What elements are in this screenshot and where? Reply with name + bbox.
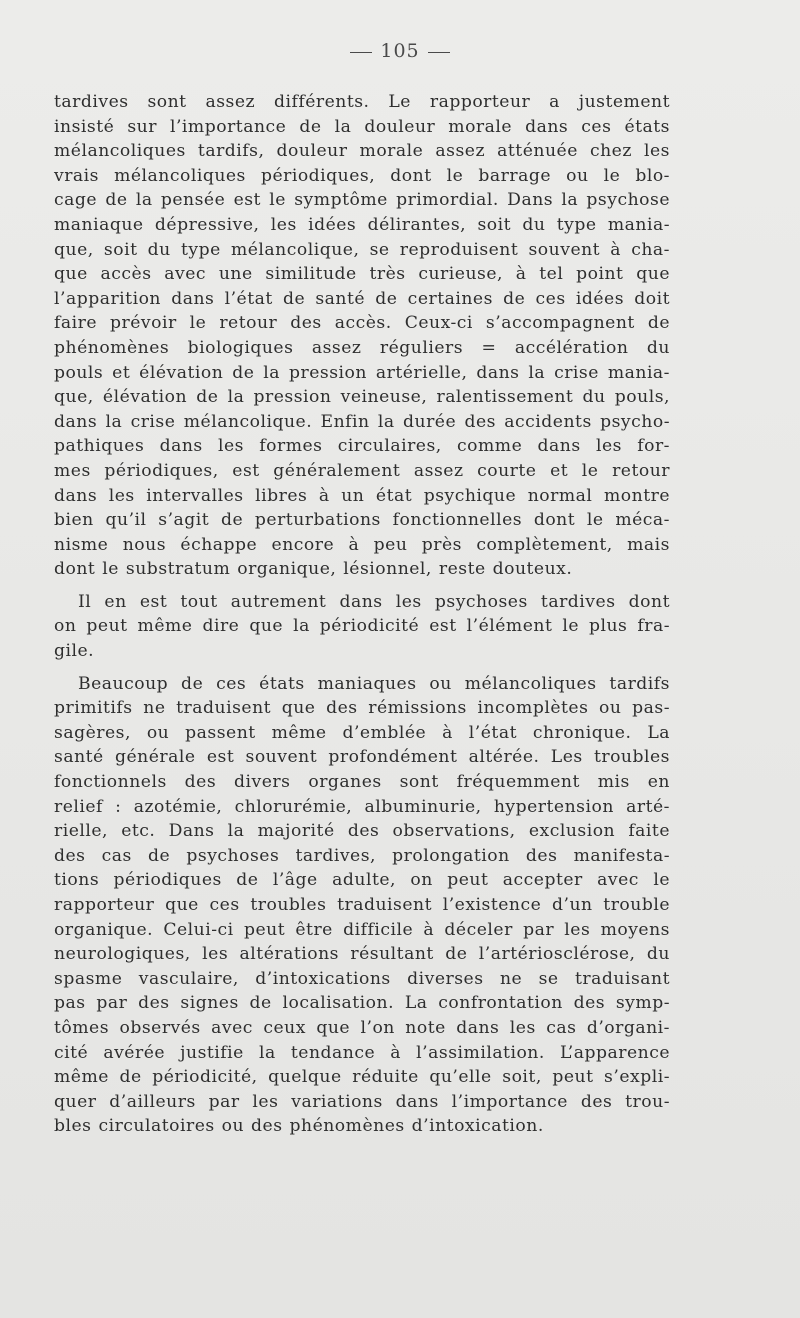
- paragraph: [54, 90, 670, 582]
- text-line: tardives sont assez différents. Le rapporteur a justement: [54, 92, 670, 112]
- text-line: fonctionnels des divers organes sont fréquemment mis en: [54, 772, 670, 793]
- text-line: primitifs ne traduisent que des rémissions incomplètes ou pas-: [54, 698, 670, 719]
- text-line: rielle, etc. Dans la majorité des observations, exclusion faite: [54, 821, 670, 842]
- text-line: dont le substratum organique, lésionnel, reste douteux.: [54, 559, 573, 580]
- text-line: pouls et élévation de la pression artérielle, dans la crise mania-: [54, 362, 670, 383]
- text-line: dans les intervalles libres à un état psychique normal montre: [54, 485, 670, 506]
- text-line: mes périodiques, est généralement assez courte et le retour: [54, 460, 670, 481]
- text-line: bien qu’il s’agit de perturbations fonctionnelles dont le méca-: [54, 510, 670, 531]
- text-line: cité avérée justifie la tendance à l’assimilation. L’apparence: [54, 1042, 670, 1063]
- text-line: que, élévation de la pression veineuse, ralentissement du pouls,: [54, 387, 670, 408]
- paragraph: [54, 672, 670, 1139]
- text-line: rapporteur que ces troubles traduisent l’existence d’un trouble: [54, 895, 670, 915]
- text-line: phénomènes biologiques assez réguliers = accélération du: [54, 337, 670, 358]
- text-line: Beaucoup de ces états maniaques ou mélancoliques tardifs: [78, 673, 670, 694]
- text-line: nisme nous échappe encore à peu près complètement, mais: [54, 534, 670, 555]
- text-line: tions périodiques de l’âge adulte, on peut accepter avec le: [54, 870, 670, 891]
- text-line: relief : azotémie, chlorurémie, albuminurie, hypertension arté-: [54, 796, 670, 817]
- text-line: neurologiques, les altérations résultant de l’artériosclérose, du: [54, 944, 670, 965]
- folio-dash-left: [350, 52, 372, 53]
- text-line: on peut même dire que la périodicité est l’élément le plus fra-: [54, 616, 670, 637]
- text-line: vrais mélancoliques périodiques, dont le barrage ou le blo-: [54, 165, 670, 186]
- text-line: gile.: [54, 641, 95, 662]
- text-line: sagères, ou passent même d’emblée à l’état chronique. La: [54, 722, 670, 743]
- text-line: des cas de psychoses tardives, prolongation des manifesta-: [54, 845, 670, 866]
- text-line: maniaque dépressive, les idées délirantes, soit du type mania-: [54, 214, 670, 235]
- page-number-header: [0, 40, 800, 62]
- text-line: pas par des signes de localisation. La confrontation des symp-: [54, 993, 670, 1014]
- paragraph: [54, 590, 670, 664]
- text-line: pathiques dans les formes circulaires, comme dans les for-: [54, 436, 670, 457]
- text-line: bles circulatoires ou des phénomènes d’intoxication.: [54, 1116, 544, 1137]
- text-line: faire prévoir le retour des accès. Ceux-ci s’accompagnent de: [54, 313, 670, 334]
- text-line: dans la crise mélancolique. Enfin la durée des accidents psycho-: [54, 411, 670, 432]
- text-line: l’apparition dans l’état de santé de certaines de ces idées doit: [54, 288, 670, 309]
- text-line: organique. Celui-ci peut être difficile à déceler par les moyens: [54, 919, 670, 940]
- text-line: Il en est tout autrement dans les psychoses tardives dont: [78, 591, 670, 612]
- folio-dash-right: [428, 52, 450, 53]
- text-line: que accès avec une similitude très curieuse, à tel point que: [54, 264, 670, 285]
- text-line: santé générale est souvent profondément altérée. Les troubles: [54, 747, 670, 768]
- text-line: tômes observés avec ceux que l’on note dans les cas d’organi-: [54, 1017, 670, 1038]
- text-line: que, soit du type mélancolique, se reproduisent souvent à cha-: [54, 239, 670, 260]
- body-text: [54, 90, 670, 1139]
- text-line: quer d’ailleurs par les variations dans l’importance des trou-: [54, 1091, 670, 1112]
- page-number: 105: [380, 40, 420, 62]
- text-line: cage de la pensée est le symptôme primordial. Dans la psychose: [54, 190, 670, 211]
- text-line: même de périodicité, quelque réduite qu’elle soit, peut s’expli-: [54, 1067, 670, 1088]
- text-line: spasme vasculaire, d’intoxications diverses ne se traduisant: [54, 968, 670, 989]
- text-line: mélancoliques tardifs, douleur morale assez atténuée chez les: [54, 141, 670, 162]
- text-line: insisté sur l’importance de la douleur morale dans ces états: [54, 116, 670, 137]
